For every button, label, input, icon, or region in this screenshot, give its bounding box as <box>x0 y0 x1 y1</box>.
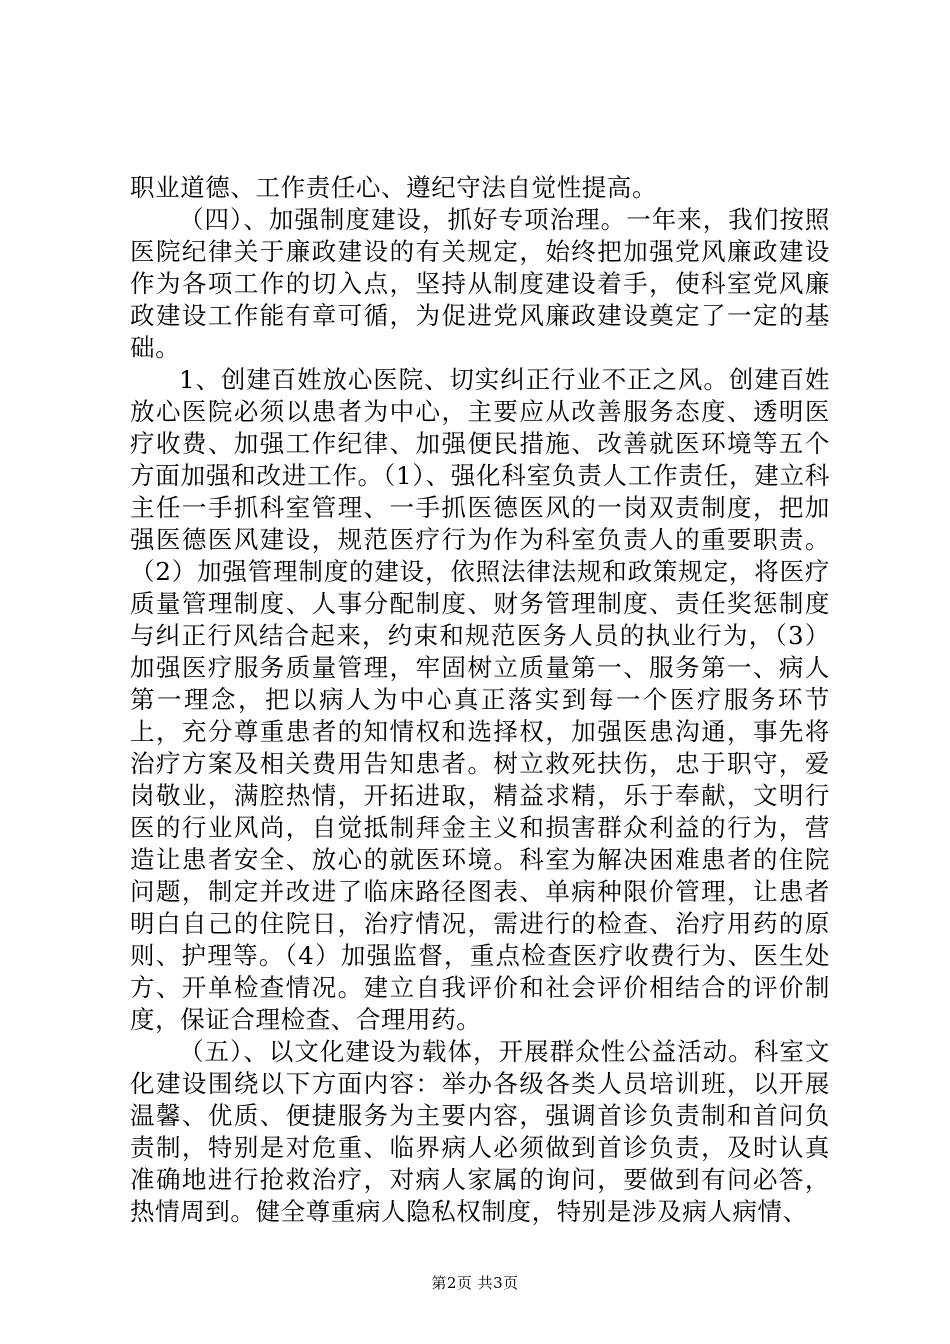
paragraph-section-five: （五）、以文化建设为载体，开展群众性公益活动。科室文化建设围绕以下方面内容：举办各级各类人员培训班，以开展温馨、优质、便捷服务为主要内容，强调首诊负责制和首问负责制，特别是对危重、临界病人必须做到首诊负责，及时认真准确地进行抢救治疗，对病人家属的询问，要做到有问必答，热情周到。健全尊重病人隐私权制度，特别是涉及病人病情、 <box>130 1037 830 1226</box>
paragraph-item-one: 1、创建百姓放心医院、切实纠正行业不正之风。创建百姓放心医院必须以患者为中心，主要应从改善服务态度、透明医疗收费、加强工作纪律、加强便民措施、改善就医环境等五个方面加强和改进工作。（1）、强化科室负责人工作责任，建立科主任一手抓科室管理、一手抓医德医风的一岗双责制度，把加强医德医风建设，规范医疗行为作为科室负责人的重要职责。（2）加强管理制度的建设，依照法律法规和政策规定，将医疗质量管理制度、人事分配制度、财务管理制度、责任奖惩制度与纠正行风结合起来，约束和规范医务人员的执业行为，（3）加强医疗服务质量管理，牢固树立质量第一、服务第一、病人第一理念，把以病人为中心真正落实到每一个医疗服务环节上，充分尊重患者的知情权和选择权，加强医患沟通，事先将治疗方案及相关费用告知患者。树立救死扶伤，忠于职守，爱岗敬业，满腔热情，开拓进取，精益求精，乐于奉献，文明行医的行业风尚，自觉抵制拜金主义和损害群众利益的行为，营造让患者安全、放心的就医环境。科室为解决困难患者的住院问题，制定并改进了临床路径图表、单病种限价管理，让患者明白自己的住院日，治疗情况，需进行的检查、治疗用药的原则、护理等。（4）加强监督，重点检查医疗收费行为、医生处方、开单检查情况。建立自我评价和社会评价相结合的评价制度，保证合理检查、合理用药。 <box>130 365 830 1034</box>
paragraph-continuation: 职业道德、工作责任心、遵纪守法自觉性提高。 <box>130 173 658 202</box>
paragraph-section-four: （四）、加强制度建设，抓好专项治理。一年来，我们按照医院纪律关于廉政建设的有关规定，始终把加强党风廉政建设作为各项工作的切入点，坚持从制度建设着手，使科室党风廉政建设工作能有章可循，为促进党风廉政建设奠定了一定的基础。 <box>130 205 830 362</box>
document-body <box>130 172 830 1228</box>
page-number-footer: 第2页 共3页 <box>431 1274 519 1292</box>
